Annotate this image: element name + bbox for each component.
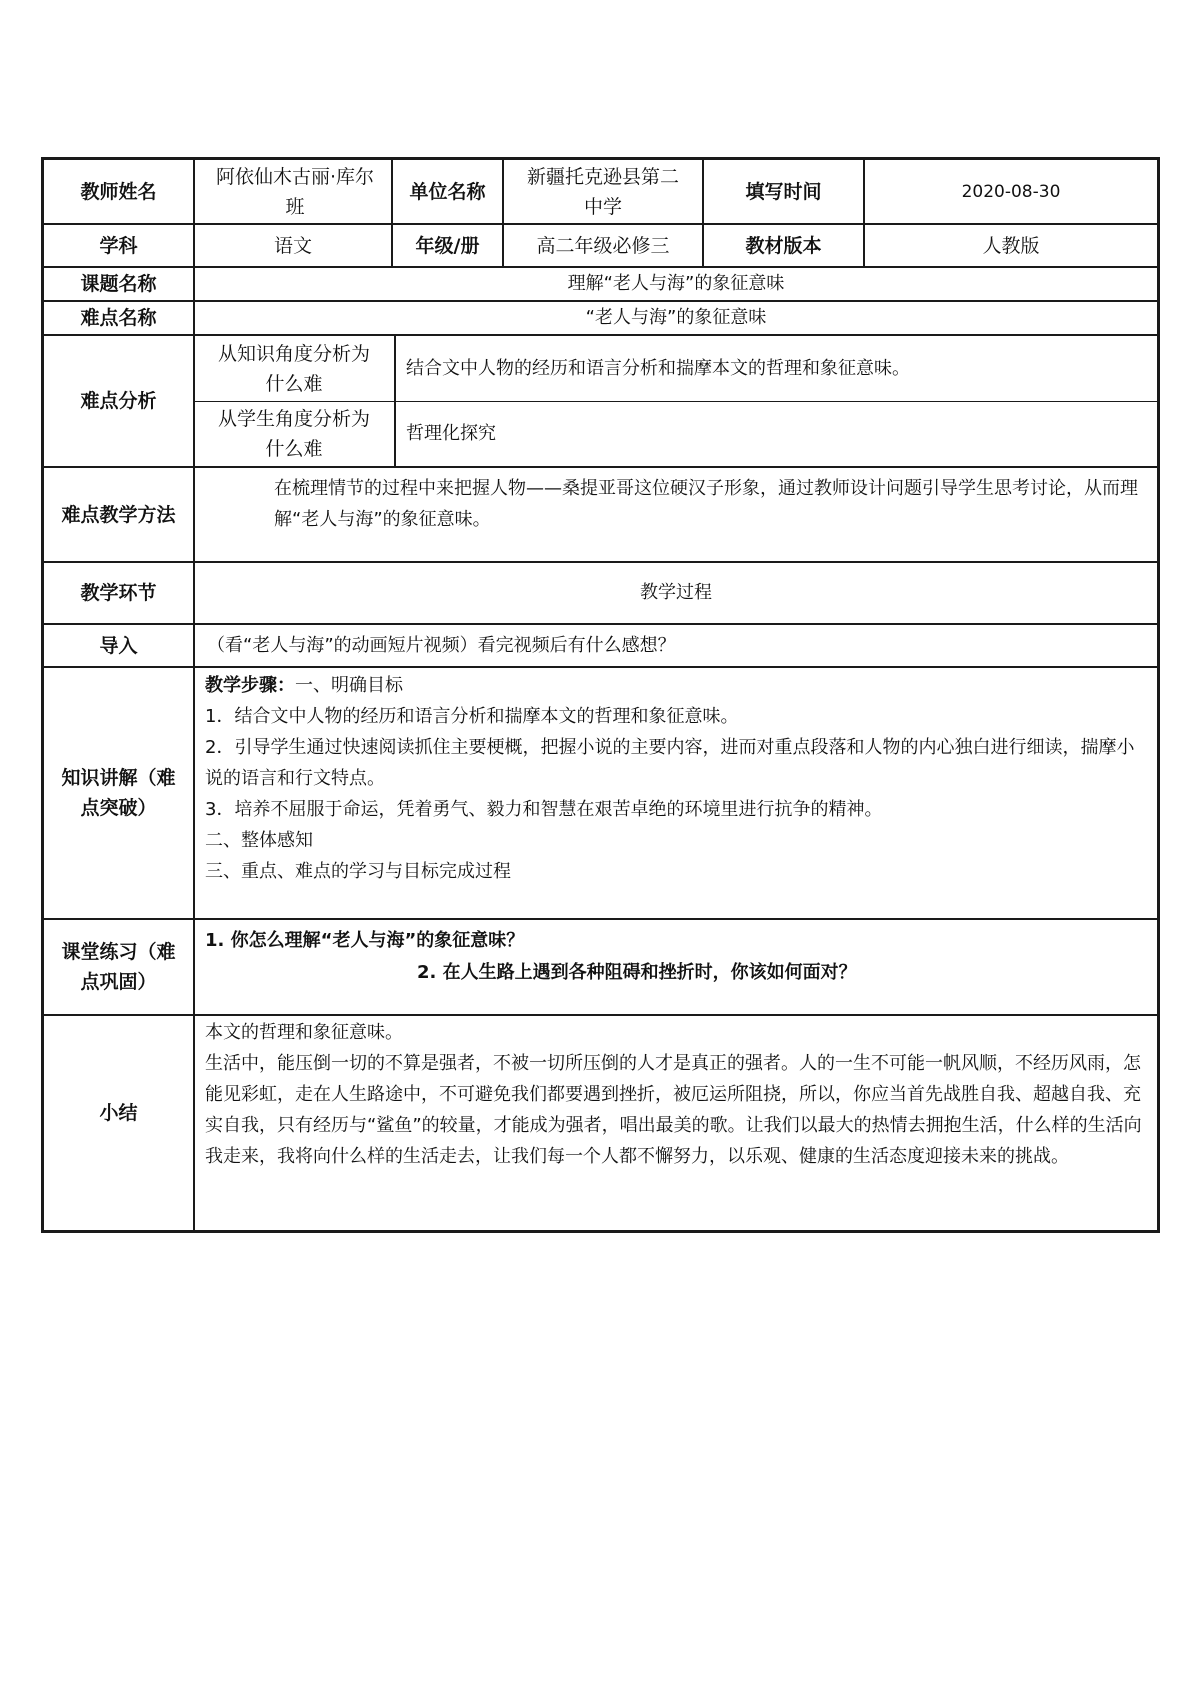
student-angle-value: 哲理化探究 bbox=[406, 423, 496, 444]
steps-heading: 教学步骤： bbox=[205, 675, 295, 696]
difficulty-value: “老人与海”的象征意味 bbox=[585, 307, 767, 328]
table-border-right bbox=[1157, 157, 1160, 1233]
teacher-name-value: 阿依仙木古丽·库尔班 bbox=[215, 165, 375, 218]
subject-label: 学科 bbox=[99, 234, 138, 257]
table-border-bottom bbox=[41, 1230, 1160, 1233]
step-line: 三、重点、难点的学习与目标完成过程 bbox=[205, 861, 511, 882]
step-line: 一、明确目标 bbox=[295, 675, 403, 696]
row-divider bbox=[41, 666, 1160, 668]
practice-question-1: 1. 你怎么理解“老人与海”的象征意味？ bbox=[205, 930, 525, 951]
knowledge-angle-value: 结合文中人物的经历和语言分析和揣摩本文的哲理和象征意味。 bbox=[406, 357, 910, 379]
steps-heading-line bbox=[205, 670, 1151, 701]
student-angle-label: 从学生角度分析为什么难 bbox=[217, 408, 370, 460]
row-divider bbox=[41, 918, 1160, 920]
topic-value: 理解“老人与海”的象征意味 bbox=[567, 273, 785, 294]
summary-label: 小结 bbox=[99, 1102, 138, 1124]
intro-value: （看“老人与海”的动画短片视频）看完视频后有什么感想？ bbox=[207, 634, 676, 656]
step-line: 1．结合文中人物的经历和语言分析和揣摩本文的哲理和象征意味。 bbox=[205, 706, 739, 727]
topic-label: 课题名称 bbox=[80, 273, 157, 295]
subject-value: 语文 bbox=[273, 234, 312, 257]
process-heading: 教学过程 bbox=[640, 582, 712, 603]
lesson-plan-table bbox=[41, 157, 1160, 1233]
intro-label: 导入 bbox=[99, 634, 138, 657]
row-divider bbox=[41, 1014, 1160, 1016]
process-stage-label: 教学环节 bbox=[80, 582, 157, 604]
col-divider bbox=[394, 335, 396, 467]
difficulty-label: 难点名称 bbox=[80, 307, 157, 329]
method-value: 在梳理情节的过程中来把握人物——桑提亚哥这位硬汉子形象，通过教师设计问题引导学生思考讨论，从而理解“老人与海”的象征意味。 bbox=[274, 478, 1138, 530]
summary-body: 生活中，能压倒一切的不算是强者，不被一切所压倒的人才是真正的强者。人的一生不可能一帆风顺，不经历风雨，怎能见彩虹，走在人生路途中，不可避免我们都要遇到挫折，被厄运所阻挠，所以，你应当首先战胜自我、超越自我、充实自我，只有经历与“鲨鱼”的较量，才能成为强者，唱出最美的歌。让我们以最大的热情去拥抱生活，什么样的生活向我走来，我将向什么样的生活走去，让我们每一个人都不懈努力，以乐观、健康的生活态度迎接未来的挑战。 bbox=[205, 1053, 1142, 1167]
grade-value: 高二年级必修三 bbox=[536, 234, 670, 257]
step-line: 二、整体感知 bbox=[205, 830, 313, 851]
summary-line-1: 本文的哲理和象征意味。 bbox=[205, 1022, 403, 1043]
edition-value: 人教版 bbox=[982, 234, 1040, 257]
practice-question-2: 2. 在人生路上遇到各种阻碍和挫折时，你该如何面对？ bbox=[417, 962, 857, 983]
fill-time-value: 2020-08-30 bbox=[961, 181, 1061, 202]
practice-label: 课堂练习（难点巩固） bbox=[61, 941, 176, 993]
teacher-name-label: 教师姓名 bbox=[80, 180, 157, 203]
unit-name-value: 新疆托克逊县第二中学 bbox=[526, 165, 679, 218]
edition-label: 教材版本 bbox=[745, 234, 822, 257]
row-divider bbox=[41, 466, 1160, 468]
fill-time-label: 填写时间 bbox=[745, 180, 822, 203]
step-line: 2．引导学生通过快速阅读抓住主要梗概，把握小说的主要内容，进而对重点段落和人物的内心独白进行细读，揣摩小说的语言和行文特点。 bbox=[205, 737, 1135, 789]
summary-content bbox=[205, 1017, 1151, 1172]
knowledge-angle-label: 从知识角度分析为什么难 bbox=[217, 342, 370, 395]
knowledge-steps bbox=[205, 670, 1151, 887]
unit-name-label: 单位名称 bbox=[409, 180, 486, 203]
method-label: 难点教学方法 bbox=[61, 503, 176, 526]
grade-label: 年级/册 bbox=[415, 234, 480, 257]
knowledge-explain-label: 知识讲解（难点突破） bbox=[61, 767, 176, 819]
step-line: 3．培养不屈服于命运，凭着勇气、毅力和智慧在艰苦卓绝的环境里进行抗争的精神。 bbox=[205, 799, 883, 820]
analysis-label: 难点分析 bbox=[80, 390, 157, 412]
